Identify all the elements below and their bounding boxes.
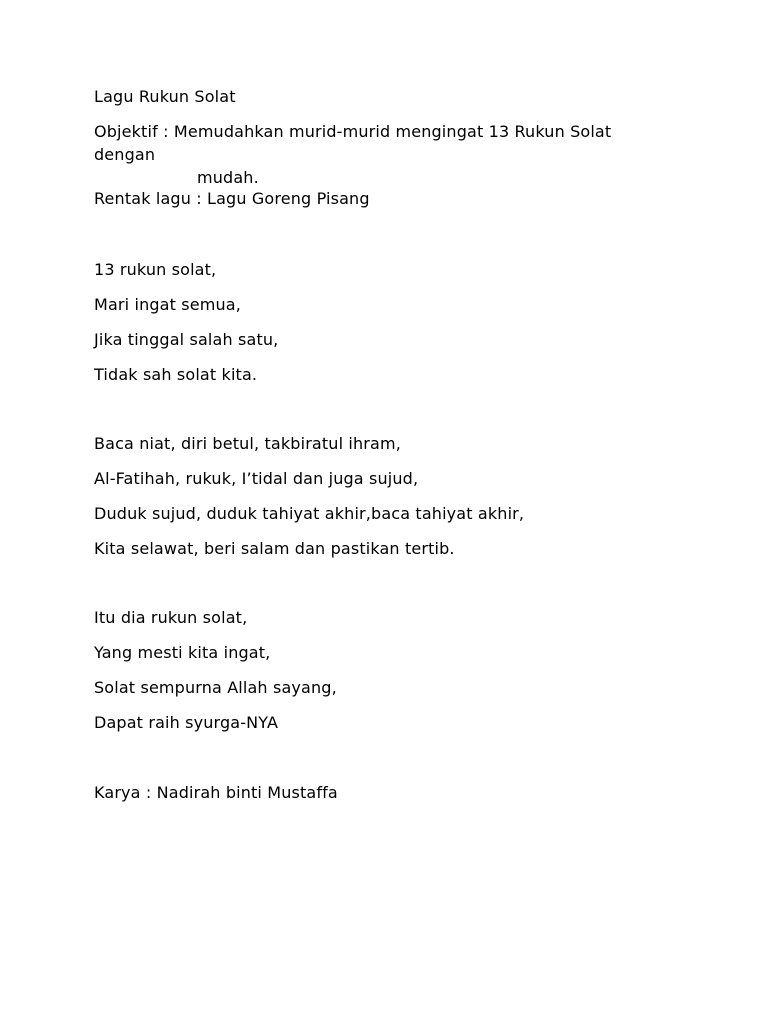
objective-line-3: mudah. — [197, 168, 259, 187]
objective-line-2: dengan — [94, 145, 156, 164]
verse1-line-1: 13 rukun solat, — [94, 260, 217, 279]
verse2-line-1: Baca niat, diri betul, takbiratul ihram, — [94, 434, 401, 453]
document-title: Lagu Rukun Solat — [94, 87, 236, 106]
verse1-line-3: Jika tinggal salah satu, — [94, 330, 279, 349]
verse1-line-4: Tidak sah solat kita. — [94, 365, 258, 384]
rhythm-line: Rentak lagu : Lagu Goreng Pisang — [94, 189, 370, 208]
verse3-line-1: Itu dia rukun solat, — [94, 608, 248, 627]
author-line: Karya : Nadirah binti Mustaffa — [94, 783, 338, 802]
objective-line-1: Objektif : Memudahkan murid-murid mengingat 13 Rukun Solat — [94, 122, 612, 141]
verse3-line-2: Yang mesti kita ingat, — [94, 643, 271, 662]
verse2-line-2: Al-Fatihah, rukuk, I’tidal dan juga sujud, — [94, 469, 419, 488]
verse2-line-4: Kita selawat, beri salam dan pastikan tertib. — [94, 539, 455, 558]
verse3-line-4: Dapat raih syurga-NYA — [94, 713, 279, 732]
verse1-line-2: Mari ingat semua, — [94, 295, 241, 314]
verse2-line-3: Duduk sujud, duduk tahiyat akhir,baca tahiyat akhir, — [94, 504, 525, 523]
verse3-line-3: Solat sempurna Allah sayang, — [94, 678, 337, 697]
